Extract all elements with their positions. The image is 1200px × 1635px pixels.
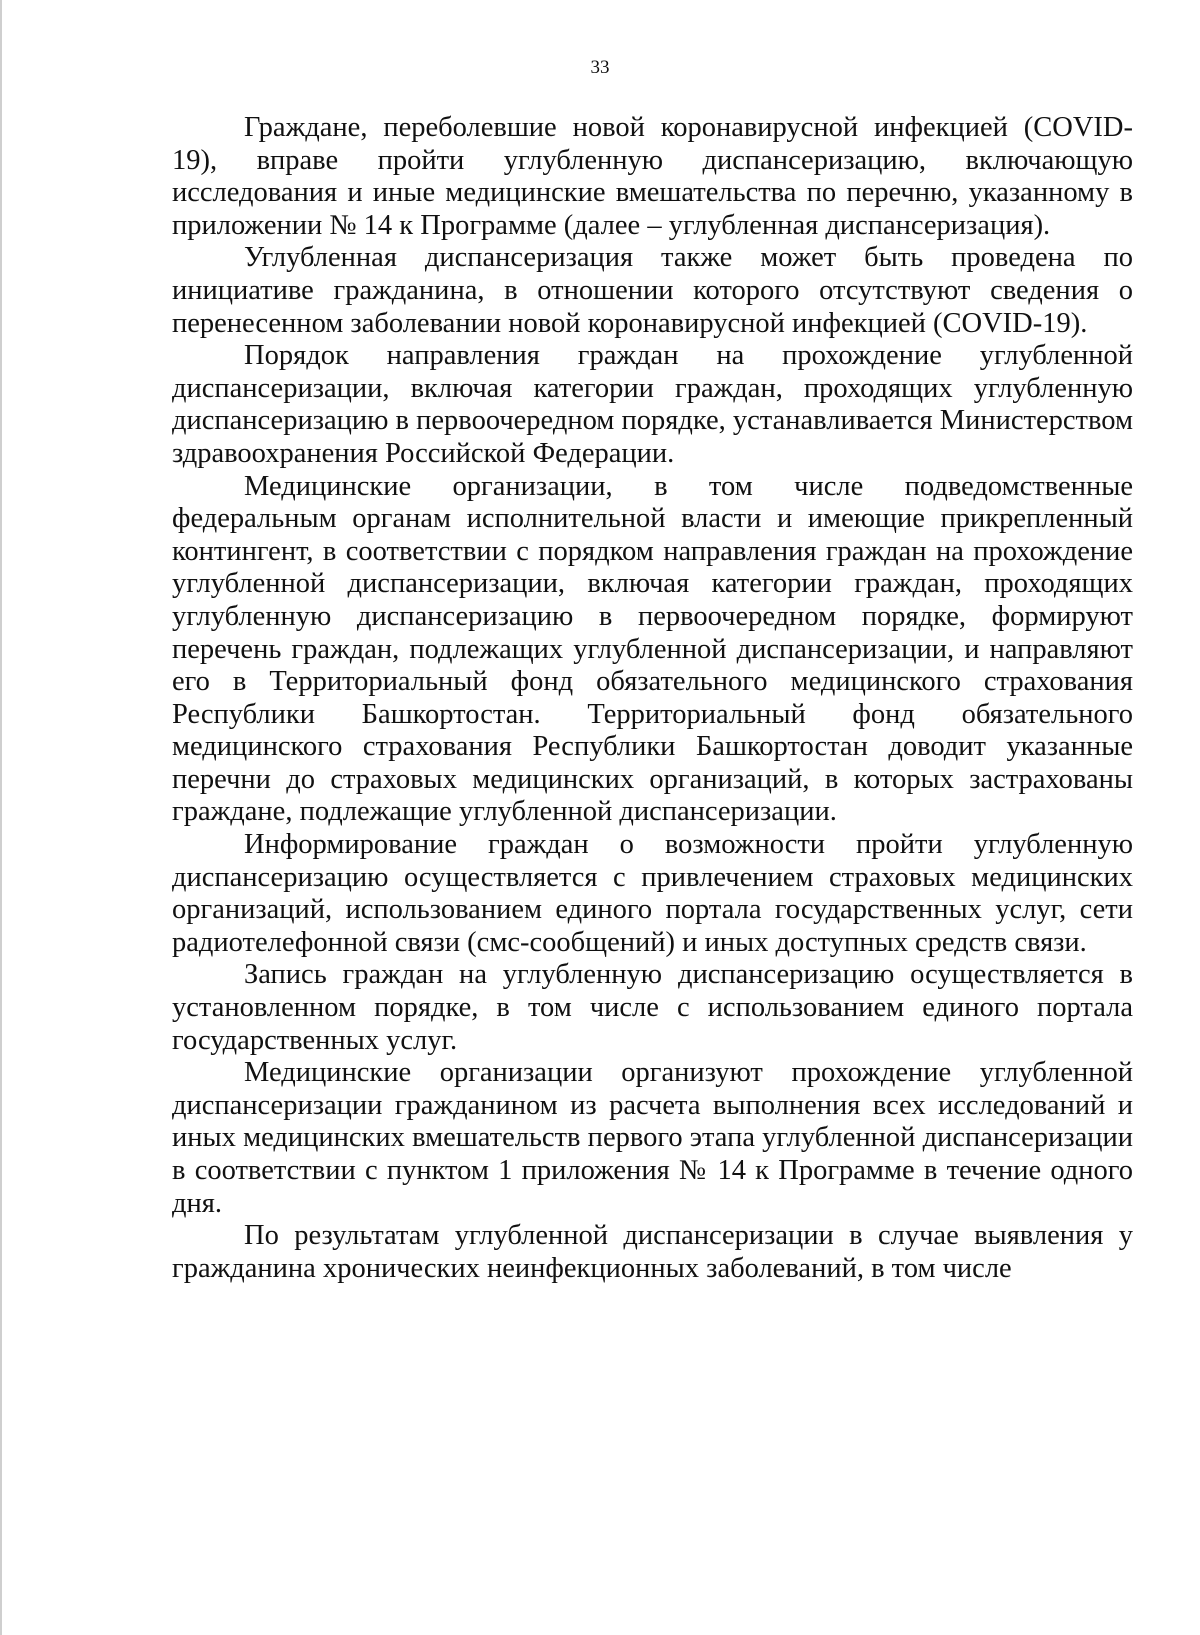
page-number: 33 xyxy=(590,57,610,78)
paragraph-covid-recovered: Граждане, переболевшие новой коронавирусной инфекцией (COVID-19), вправе пройти углубленную диспансеризацию, включающую исследования и иные медицинские вмешательства по перечню, указанному в приложении № 14 к Программе (далее – углубленная диспансеризация). xyxy=(172,112,1133,241)
paragraph-citizen-initiative: Углубленная диспансеризация также может быть проведена по инициативе гражданина, в отношении которого отсутствуют сведения о перенесенном заболевании новой коронавирусной инфекцией (COVID-19). xyxy=(172,242,1133,339)
paragraph-results: По результатам углубленной диспансеризации в случае выявления у гражданина хронических неинфекционных заболеваний, в том числе xyxy=(172,1220,1133,1284)
document-body xyxy=(172,112,1133,1285)
scan-edge xyxy=(0,0,2,1635)
paragraph-medical-organizations: Медицинские организации, в том числе подведомственные федеральным органам исполнительной власти и имеющие прикрепленный контингент, в соответствии с порядком направления граждан на прохождение углубленной диспансеризации, включая категории граждан, проходящих углубленную диспансеризацию в первоочередном порядке, формируют перечень граждан, подлежащих углубленной диспансеризации, и направляют его в Территориальный фонд обязательного медицинского страхования Республики Башкортостан. Территориальный фонд обязательного медицинского страхования Республики Башкортостан доводит указанные перечни до страховых медицинских организаций, в которых застрахованы граждане, подлежащие углубленной диспансеризации. xyxy=(172,470,1133,828)
paragraph-informing: Информирование граждан о возможности пройти углубленную диспансеризацию осуществляется с привлечением страховых медицинских организаций, использованием единого портала государственных услуг, сети радиотелефонной связи (смс-сообщений) и иных доступных средств связи. xyxy=(172,829,1133,958)
paragraph-referral-procedure: Порядок направления граждан на прохождение углубленной диспансеризации, включая категории граждан, проходящих углубленную диспансеризацию в первоочередном порядке, устанавливается Министерством здравоохранения Российской Федерации. xyxy=(172,340,1133,469)
paragraph-one-day: Медицинские организации организуют прохождение углубленной диспансеризации гражданином из расчета выполнения всех исследований и иных медицинских вмешательств первого этапа углубленной диспансеризации в соответствии с пунктом 1 приложения № 14 к Программе в течение одного дня. xyxy=(172,1057,1133,1219)
paragraph-registration: Запись граждан на углубленную диспансеризацию осуществляется в установленном порядке, в том числе с использованием единого портала государственных услуг. xyxy=(172,959,1133,1056)
